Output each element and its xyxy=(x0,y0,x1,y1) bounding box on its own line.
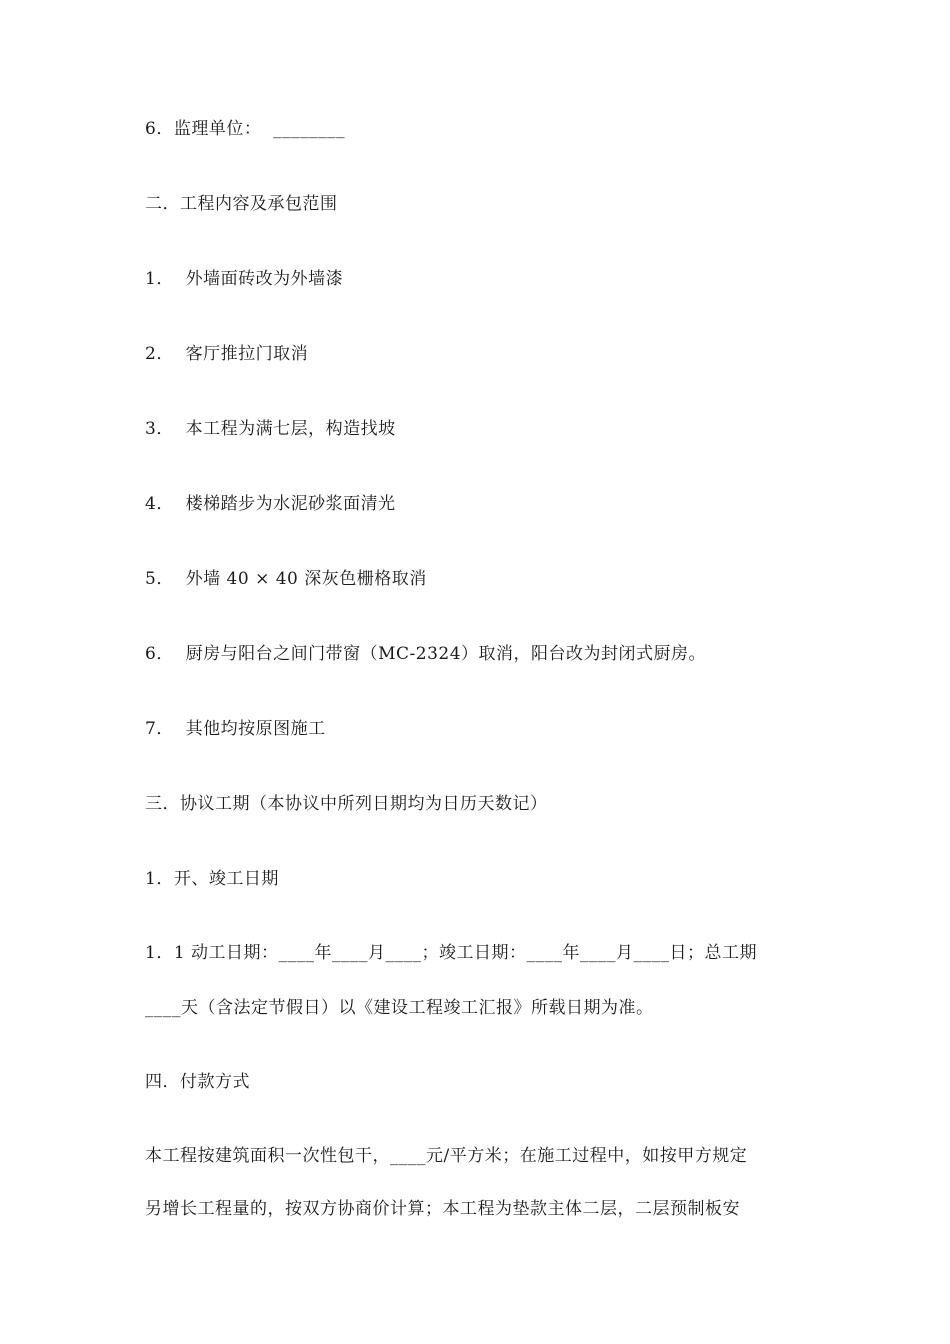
scope-item-4: 4． 楼梯踏步为水泥砂浆面清光 xyxy=(145,494,396,514)
payment-paragraph-line-2: 另增长工程量的，按双方协商价计算；本工程为垫款主体二层，二层预制板安 xyxy=(145,1199,740,1219)
payment-paragraph-line-1: 本工程按建筑面积一次性包干，____元/平方米；在施工过程中，如按甲方规定 xyxy=(145,1146,748,1166)
scope-item-7: 7． 其他均按原图施工 xyxy=(145,719,326,739)
section-2-heading: 二．工程内容及承包范围 xyxy=(145,194,338,214)
dates-paragraph-line-2: ____天（含法定节假日）以《建设工程竣工汇报》所载日期为准。 xyxy=(145,998,654,1018)
scope-item-3: 3． 本工程为满七层，构造找坡 xyxy=(145,419,396,439)
scope-item-2: 2． 客厅推拉门取消 xyxy=(145,344,309,364)
section-4-heading: 四．付款方式 xyxy=(145,1072,250,1092)
scope-item-5: 5． 外墙 40 × 40 深灰色栅格取消 xyxy=(145,569,427,589)
dates-subheading: 1．开、竣工日期 xyxy=(145,869,279,889)
supervision-unit-line: 6．监理单位： ________ xyxy=(145,119,346,139)
scope-item-1: 1． 外墙面砖改为外墙漆 xyxy=(145,269,344,289)
scope-item-6: 6． 厨房与阳台之间门带窗（MC-2324）取消，阳台改为封闭式厨房。 xyxy=(145,644,707,664)
section-3-heading: 三．协议工期（本协议中所列日期均为日历天数记） xyxy=(145,794,548,814)
dates-paragraph-line-1: 1．1 动工日期：____年____月____；竣工日期：____年____月____日；总工期 xyxy=(145,943,758,963)
